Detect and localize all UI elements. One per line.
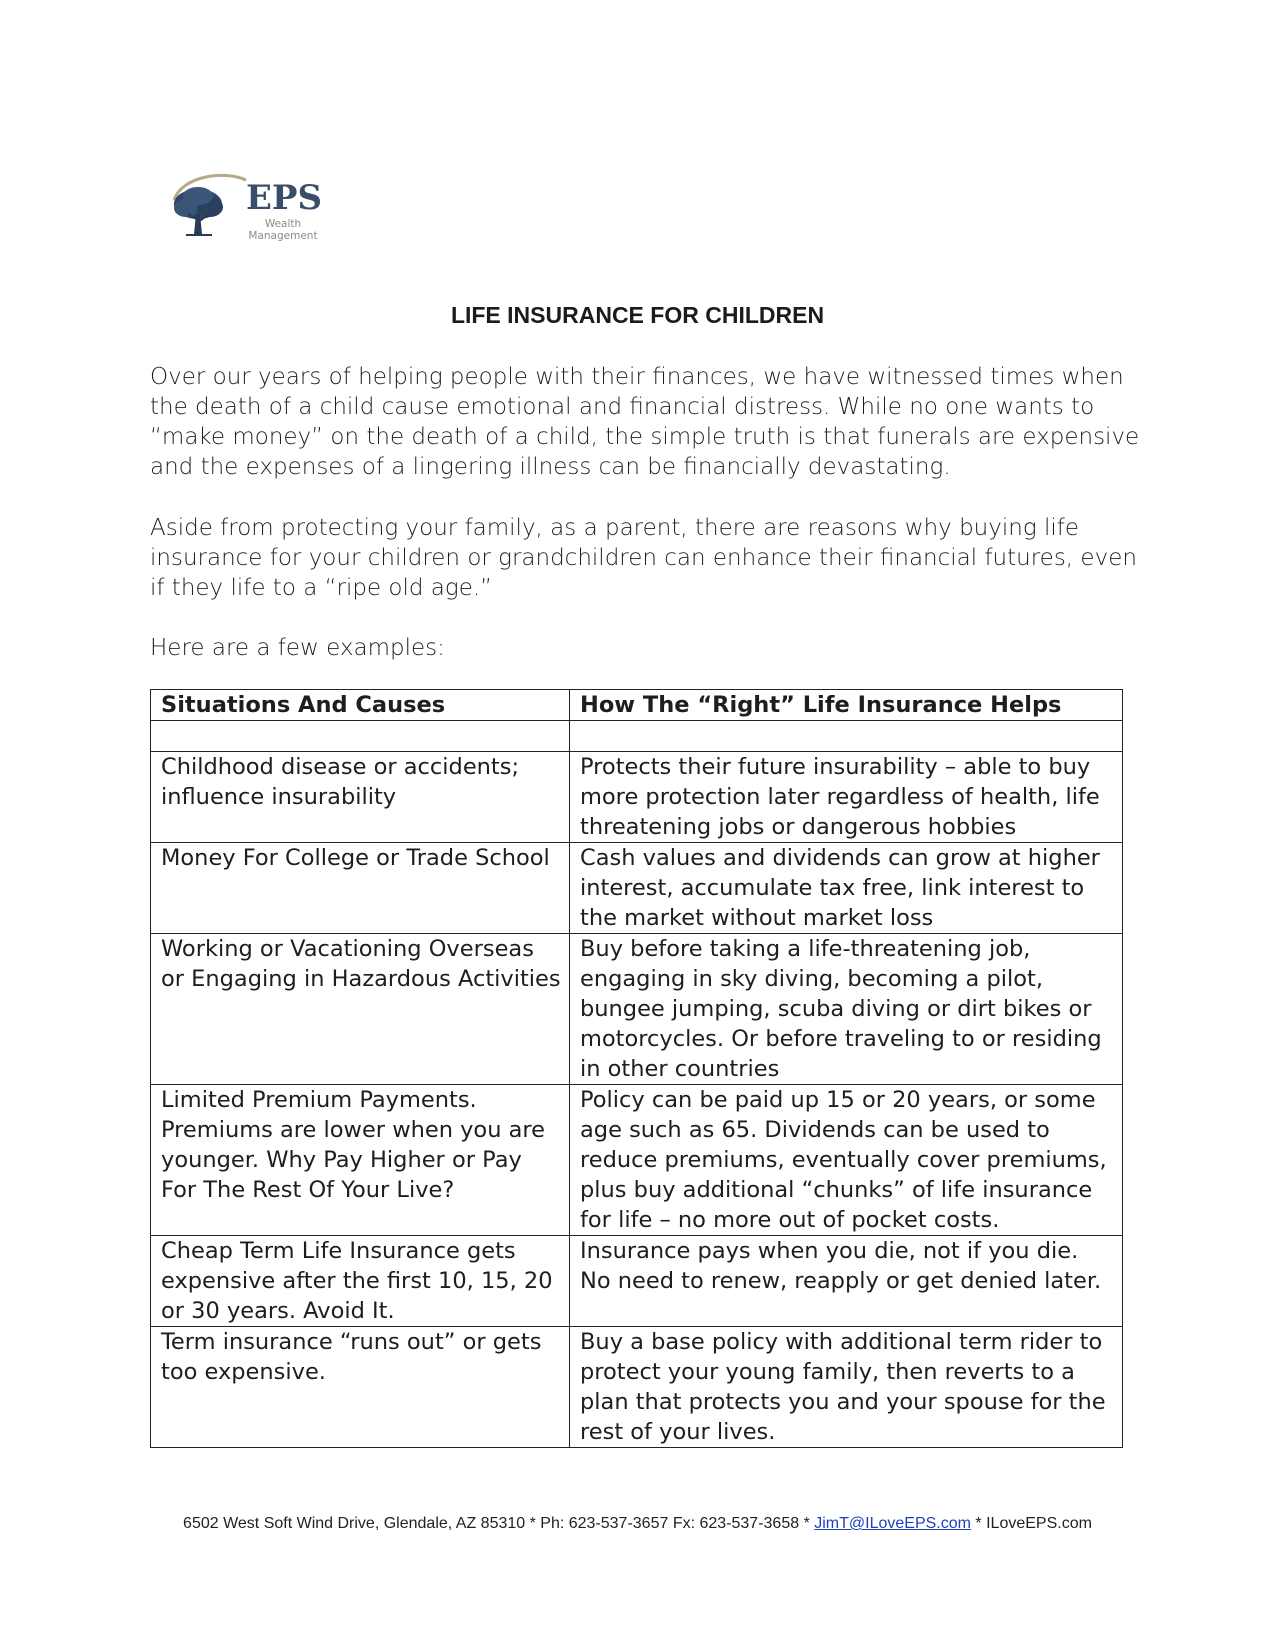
- footer-email-link[interactable]: JimT@ILoveEPS.com: [814, 1515, 971, 1532]
- table-row: [151, 1236, 1123, 1327]
- column-header-situations: Situations And Causes: [151, 690, 570, 721]
- logo-line-1: Wealth: [264, 218, 302, 230]
- footer-address-phone: 6502 West Soft Wind Drive, Glendale, AZ 85310 * Ph: 623-537-3657 Fx: 623-537-3658 *: [183, 1515, 815, 1532]
- table-cell: [151, 721, 570, 752]
- table-row: [151, 843, 1123, 934]
- page-title: LIFE INSURANCE FOR CHILDREN: [450, 302, 825, 328]
- table-row: [151, 752, 1123, 843]
- situation-cell: Cheap Term Life Insurance gets expensive after the first 10, 15, 20 or 30 years. Avoid It.: [151, 1236, 570, 1327]
- table-header-row: [151, 690, 1123, 721]
- situation-cell: Childhood disease or accidents; influence insurability: [151, 752, 570, 843]
- situation-cell: Term insurance “runs out” or gets too expensive.: [151, 1327, 570, 1448]
- table-row: [151, 1085, 1123, 1236]
- benefit-cell: Policy can be paid up 15 or 20 years, or some age such as 65. Dividends can be used to reduce premiums, eventually cover premiums, plus buy additional “chunks” of life insurance for life – no more out of pocket costs.: [570, 1085, 1123, 1236]
- situation-cell: Limited Premium Payments. Premiums are lower when you are younger. Why Pay Higher or Pay For The Rest Of Your Live?: [151, 1085, 570, 1236]
- table-row-blank: [151, 721, 1123, 752]
- situation-cell: Money For College or Trade School: [151, 843, 570, 934]
- logo-brand-text: EPS: [246, 178, 323, 218]
- logo-subtitle: [240, 218, 326, 242]
- examples-table: [150, 689, 1123, 1448]
- examples-lead: Here are a few examples:: [150, 635, 445, 661]
- intro-paragraph: Over our years of helping people with their finances, we have witnessed times when the death of a child cause emotional and financial distress. While no one wants to “make money” on the death of a child, the simple truth is that funerals are expensive and the expenses of a lingering illness can be financially devastating.: [150, 364, 1140, 480]
- situation-cell: Working or Vacationing Overseas or Engaging in Hazardous Activities: [151, 934, 570, 1085]
- benefit-cell: Protects their future insurability – able to buy more protection later regardless of health, life threatening jobs or dangerous hobbies: [570, 752, 1123, 843]
- company-logo: [168, 170, 328, 244]
- benefit-cell: Buy before taking a life-threatening job, engaging in sky diving, becoming a pilot, bungee jumping, scuba diving or dirt bikes or motorcycles. Or before traveling to or residing in other countries: [570, 934, 1123, 1085]
- footer-website: ILoveEPS.com: [986, 1515, 1092, 1532]
- benefit-cell: Cash values and dividends can grow at higher interest, accumulate tax free, link interest to the market without market loss: [570, 843, 1123, 934]
- reasons-paragraph: Aside from protecting your family, as a parent, there are reasons why buying life insurance for your children or grandchildren can enhance their financial futures, even if they life to a “ripe old age.”: [150, 515, 1137, 601]
- table-cell: [570, 721, 1123, 752]
- benefit-cell: Buy a base policy with additional term rider to protect your young family, then reverts to a plan that protects you and your spouse for the rest of your lives.: [570, 1327, 1123, 1448]
- table-row: [151, 934, 1123, 1085]
- tree-logo-icon: [168, 170, 248, 244]
- column-header-helps: How The “Right” Life Insurance Helps: [570, 690, 1123, 721]
- table-row: [151, 1327, 1123, 1448]
- footer-separator: *: [970, 1515, 987, 1532]
- logo-line-2: Management: [248, 230, 318, 242]
- benefit-cell: Insurance pays when you die, not if you die. No need to renew, reapply or get denied later.: [570, 1236, 1123, 1327]
- page-footer: [0, 1515, 1275, 1533]
